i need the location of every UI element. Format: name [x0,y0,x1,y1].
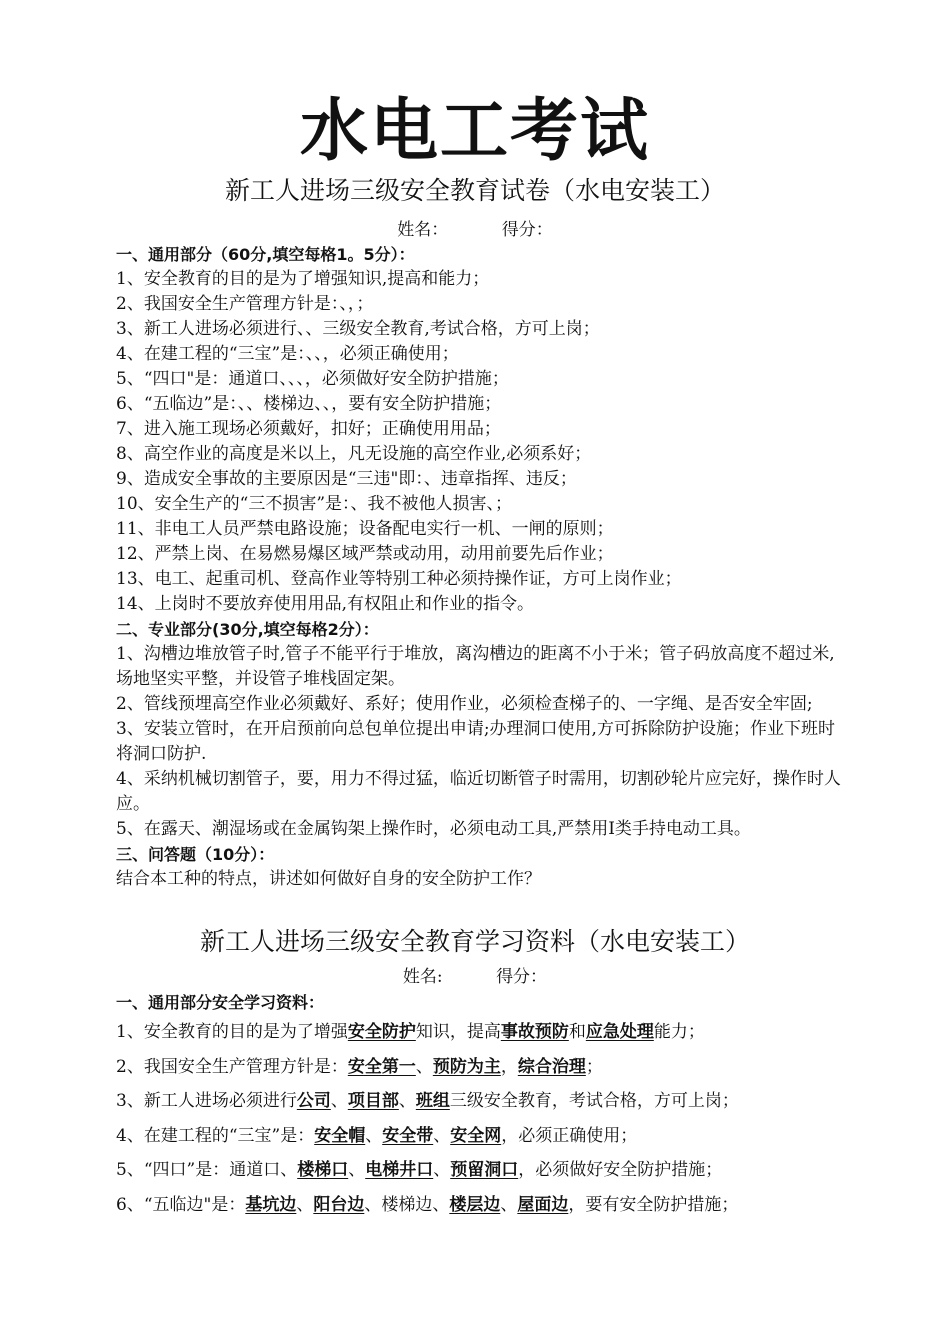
answer-text: 综合治理 [517,1056,586,1077]
item-text: 、 [433,1125,451,1146]
item-text: 、 [500,1194,518,1215]
study-score-label: 得分： [496,967,548,987]
study-name-label: 姓名: [402,967,443,987]
exam-score-label: 得分： [501,220,553,240]
list-item: 10、安全生产的“三不损害”是：、我不被他人损害、； [116,494,513,514]
answer-text: 楼层边 [449,1194,501,1215]
item-text: 3、新工人进场必须进行 [116,1091,297,1111]
study-item [116,1015,846,1050]
study-section1-heading: 一、通用部分安全学习资料： [116,993,325,1012]
answer-text: 项目部 [347,1091,399,1111]
list-item: 3、安装立管时，在开启预前向总包单位提出申请;办理洞口使用,方可拆除防护设施；作业下班时将洞口防护. [116,719,835,764]
item-text: 、 [348,1160,366,1180]
item-text: 4、在建工程的“三宝”是： [116,1125,315,1146]
study-title: 新工人进场三级安全教育学习资料（水电安装工） [199,927,750,956]
item-text: 、 [433,1160,451,1180]
exam-question: 结合本工种的特点，讲述如何做好自身的安全防护工作？ [116,869,541,889]
list-item: 2、我国安全生产管理方针是：、，； [116,294,374,314]
study-list [116,1015,846,1222]
answer-text: 安全帽 [314,1125,366,1146]
answer-text: 屋面边 [517,1194,569,1215]
item-text: 1、安全教育的目的是为了增强 [116,1022,348,1042]
exam-meta [0,219,950,241]
study-body [116,990,846,1222]
list-item: 7、进入施工现场必须戴好，扣好；正确使用用品； [116,419,501,439]
list-item: 4、采纳机械切割管子，要，用力不得过猛，临近切断管子时需用，切割砂轮片应完好，操作时人应。 [116,769,841,814]
study-item [116,1084,846,1119]
list-item: 9、造成安全事故的主要原因是“三违"即：、违章指挥、违反； [116,469,577,489]
list-item: 1、安全教育的目的是为了增强知识,提高和能力； [116,269,490,289]
answer-text: 安全防护 [347,1022,416,1042]
study-meta [0,966,950,988]
list-item: 3、新工人进场必须进行、、三级安全教育,考试合格，方可上岗； [116,319,600,339]
exam-name-label: 姓名： [397,220,449,240]
item-text: 三级安全教育，考试合格，方可上岗； [449,1091,739,1111]
study-item [116,1119,846,1154]
exam-body [116,242,846,892]
answer-text: 事故预防 [500,1022,569,1042]
item-text: 、 [330,1091,348,1111]
item-text: ，必须做好安全防护措施； [518,1160,723,1180]
main-title: 水电工考试 [299,92,650,171]
answer-text: 电梯井口 [365,1160,434,1180]
list-item: 2、管线预埋高空作业必须戴好、系好；使用作业，必须检查梯子的、一字绳、是否安全牢固; [116,694,813,714]
item-text: 、 [365,1125,383,1146]
list-item: 5、“四口"是：通道口、、、，必须做好安全防护措施； [116,369,509,389]
study-item [116,1188,846,1223]
list-item: 4、在建工程的“三宝”是：、、，必须正确使用； [116,344,459,364]
item-text: 知识，提高 [415,1022,501,1042]
answer-text: 基坑边 [245,1194,297,1215]
list-item: 8、高空作业的高度是米以上，凡无设施的高空作业,必须系好； [116,444,592,464]
item-text: 、 [415,1056,433,1077]
list-item: 12、严禁上岗、在易燃易爆区域严禁或动用，动用前要先后作业； [116,544,614,564]
answer-text: 阳台边 [313,1194,365,1215]
exam-title: 新工人进场三级安全教育试卷（水电安装工） [224,176,725,205]
item-text: 2、我国安全生产管理方针是： [116,1056,348,1077]
list-item: 1、沟槽边堆放管子时,管子不能平行于堆放，离沟槽边的距离不小于米；管子码放高度不超过米,场地坚实平整，并设管子堆栈固定架。 [116,644,835,689]
exam-section3-heading: 三、问答题（10分）： [116,845,275,864]
item-text: ，必须正确使用； [501,1125,638,1146]
answer-text: 应急处理 [585,1022,654,1042]
item-text: 、楼梯边、 [364,1194,450,1215]
answer-text: 公司 [296,1091,331,1111]
answer-text: 预防为主 [432,1056,501,1077]
answer-text: 楼梯口 [297,1160,349,1180]
answer-text: 安全网 [450,1125,502,1146]
list-item: 5、在露天、潮湿场或在金属钩架上操作时，必须电动工具,严禁用Ⅰ类手持电动工具。 [116,819,751,839]
item-text: 和 [568,1022,586,1042]
exam-section2-list [116,642,846,842]
answer-text: 班组 [415,1091,450,1111]
list-item: 6、“五临边”是：、、楼梯边、、，要有安全防护措施； [116,394,502,414]
item-text: ， [500,1056,518,1077]
item-text: 、 [296,1194,314,1215]
item-text: 5、“四口”是：通道口、 [116,1160,298,1180]
item-text: 、 [398,1091,416,1111]
item-text: ； [585,1056,603,1077]
answer-text: 预留洞口 [450,1160,519,1180]
exam-section1-list [116,267,846,617]
answer-text: 安全第一 [347,1056,416,1077]
list-item: 13、电工、起重司机、登高作业等特别工种必须持操作证，方可上岗作业； [116,569,682,589]
item-text: 能力； [653,1022,705,1042]
item-text: 6、“五临边"是： [116,1194,246,1215]
item-text: ，要有安全防护措施； [568,1194,739,1215]
exam-section1-heading: 一、通用部分（60分,填空每格1。5分）： [116,245,415,264]
list-item: 14、上岗时不要放弃使用用品,有权阻止和作业的指令。 [116,594,535,614]
exam-section2-heading: 二、专业部分(30分,填空每格2分）： [116,620,379,639]
answer-text: 安全带 [382,1125,434,1146]
study-item [116,1153,846,1188]
study-item [116,1050,846,1085]
list-item: 11、非电工人员严禁电路设施；设备配电实行一机、一闸的原则； [116,519,614,539]
